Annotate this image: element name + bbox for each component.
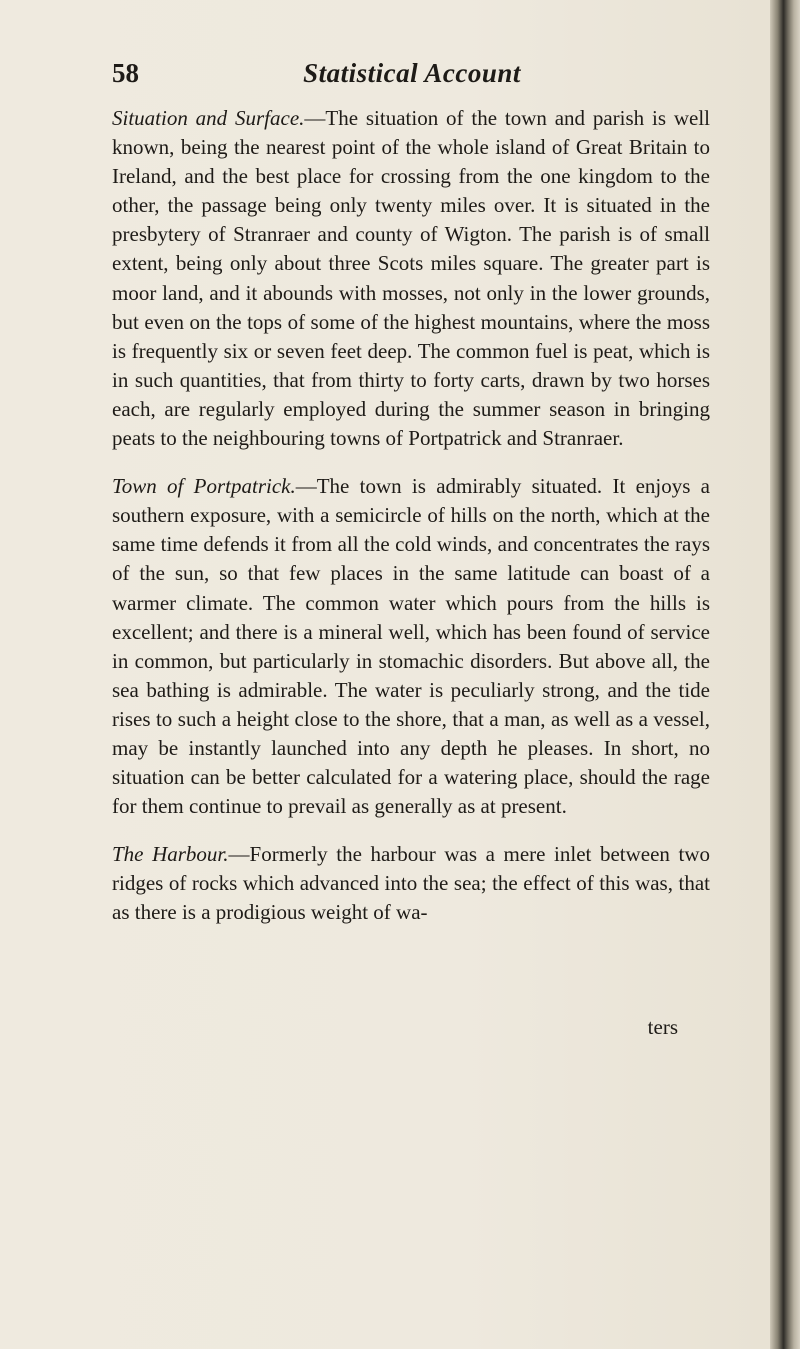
paragraph-harbour — [112, 840, 710, 927]
catchword: ters — [647, 1015, 678, 1039]
page-header — [112, 58, 712, 98]
paragraph-situation — [112, 104, 710, 453]
body-text — [112, 104, 710, 928]
book-gutter — [770, 0, 800, 1349]
paragraph-heading: The Harbour. — [112, 842, 229, 867]
paragraph-town — [112, 472, 710, 821]
paragraph-body: —The situation of the town and parish is well known, being the nearest point of the whole island of Great Britain to Ireland, and the best place for crossing from the one kingdom to the other, the passage being only twenty miles over. It is situated in the presbytery of Stranraer and county of Wigton. The parish is of small extent, being only about three Scots miles square. The greater part is moor land, and it abounds with mosses, not only in the lower grounds, but even on the tops of some of the highest mountains, where the moss is frequently six or seven feet deep. The common fuel is peat, which is in such quantities, that from thirty to forty carts, drawn by two horses each, are regularly employed during the summer season in bringing peats to the neighbouring towns of Portpatrick and Stranraer. — [112, 106, 710, 451]
page-number: 58 — [112, 58, 139, 88]
paragraph-heading: Situation and Surface. — [112, 106, 305, 130]
paragraph-heading: Town of Portpatrick. — [112, 474, 296, 499]
paragraph-body: —Formerly the harbour was a mere inlet between two ridges of rocks which advanced into the sea; the effect of this was, that as there is a prodigious weight of wa- — [112, 842, 710, 925]
paragraph-body: —The town is admirably situated. It enjoys a southern exposure, with a semicircle of hills on the north, which at the same time defends it from all the cold winds, and concentrates the rays of the sun, so that few places in the same latitude can boast of a warmer climate. The common water which pours from the hills is excellent; and there is a mineral well, which has been found of service in common, but particularly in stomachic disorders. But above all, the sea bathing is admirable. The water is peculiarly strong, and the tide rises to such a height close to the shore, that a man, as well as a vessel, may be instantly launched into any depth he pleases. In short, no situation can be better calculated for a watering place, should the rage for them continue to prevail as generally as at present. — [112, 474, 710, 819]
running-title: Statistical Account — [303, 58, 521, 88]
